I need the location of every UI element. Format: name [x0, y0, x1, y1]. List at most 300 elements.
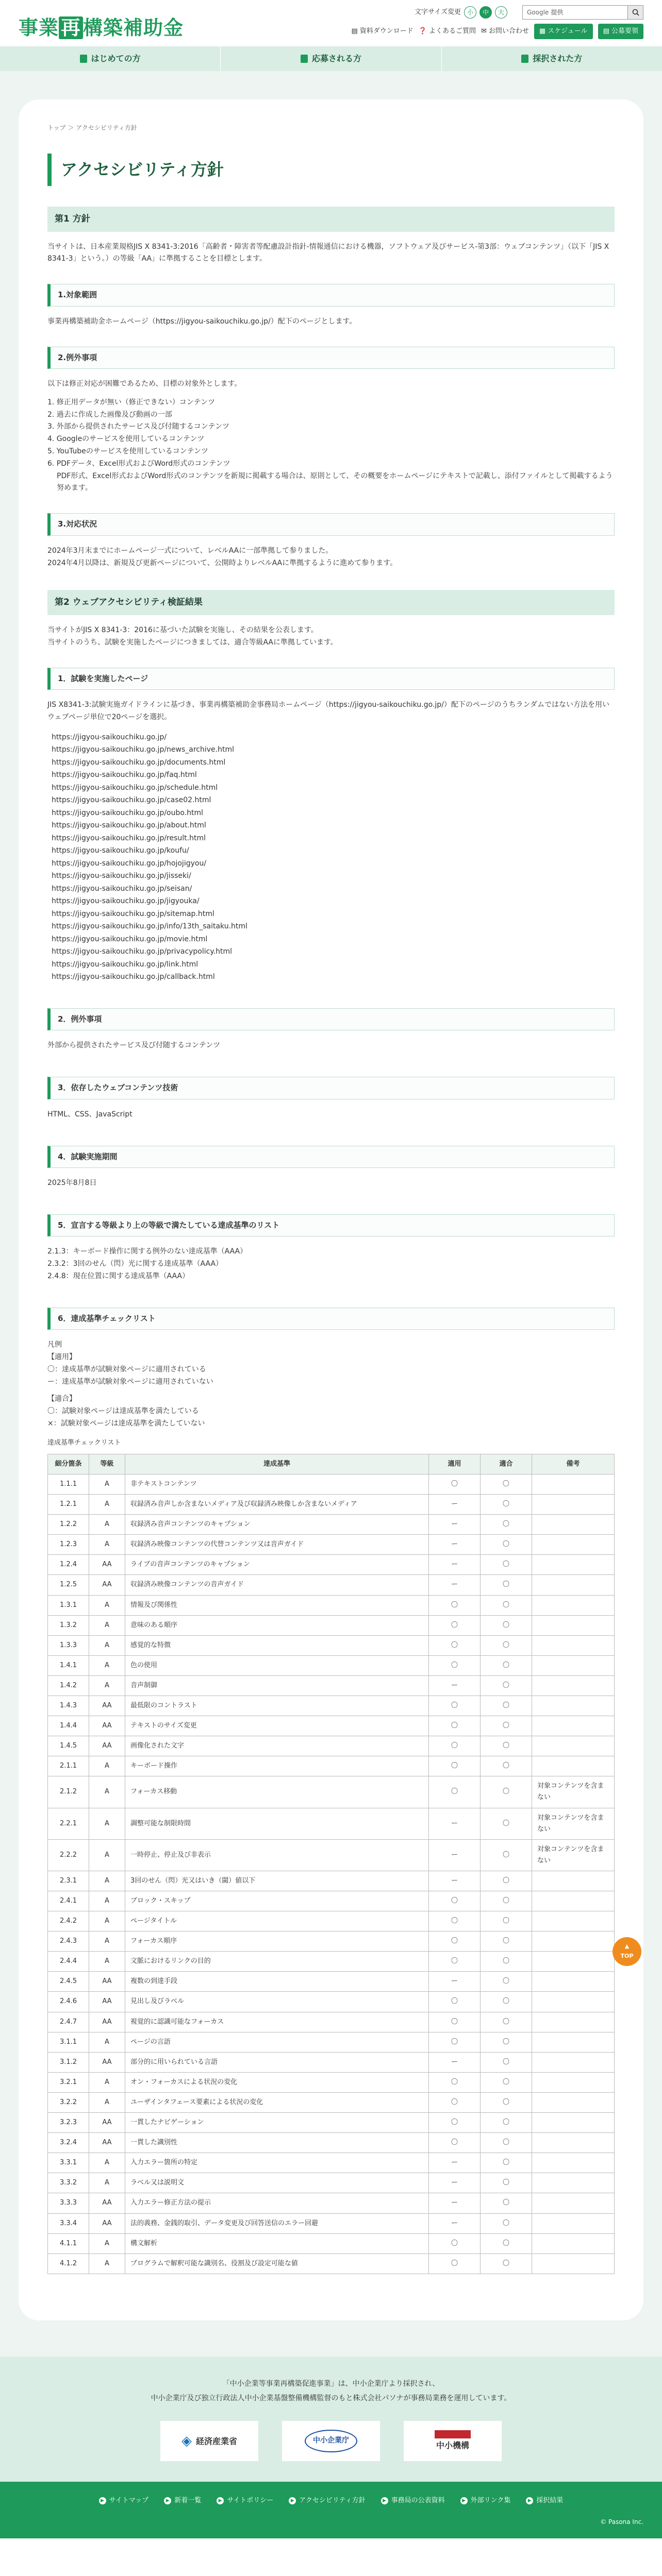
table-row — [48, 1716, 615, 1736]
tested-url: https://jigyou-saikouchiku.go.jp/movie.html — [52, 935, 208, 943]
table-header-row — [48, 1454, 615, 1474]
criterion-id: 1.3.1 — [48, 1595, 89, 1615]
tested-url: https://jigyou-saikouchiku.go.jp/jisseki/ — [52, 872, 191, 880]
nav-item-label: 応募される方 — [311, 54, 361, 64]
criterion-level: A — [89, 1808, 125, 1839]
criterion-id: 2.4.4 — [48, 1952, 89, 1972]
nav-item-label: はじめての方 — [91, 54, 141, 64]
criterion-applies: ー — [429, 1808, 481, 1839]
criterion-note — [532, 2213, 615, 2233]
criterion-applies: 〇 — [429, 2012, 481, 2032]
criterion-level: A — [89, 1495, 125, 1515]
criterion-applies: ー — [429, 2213, 481, 2233]
list-item: 2.1.3：キーボード操作に関する例外のない達成基準（AAA） — [47, 1247, 247, 1256]
tested-pages-intro: JIS X8341-3:試験実施ガイドラインに基づき、事業再構築補助金事務局ホームページ（https://jigyou-saikouchiku.go.jp/）配下のページのうちランダムではない方法を用いウェブページ単位で20ページを選択。 — [47, 701, 610, 722]
main-content — [19, 99, 643, 2320]
criterion-id: 1.4.3 — [48, 1696, 89, 1716]
criterion-conforms: 〇 — [481, 1716, 532, 1736]
criterion-applies: 〇 — [429, 1474, 481, 1494]
criterion-level: A — [89, 1931, 125, 1952]
subheading-test-period: 4．試験実施期間 — [47, 1146, 615, 1168]
arrow-right-icon: ▶ — [460, 2497, 468, 2504]
criterion-level: A — [89, 2253, 125, 2274]
logo-label: 経済産業省 — [195, 2436, 237, 2446]
footer-links — [0, 2482, 662, 2538]
footer-link-public-documents[interactable] — [381, 2495, 445, 2506]
test-period-text: 2025年8月8日 — [47, 1179, 97, 1187]
criterion-conforms: 〇 — [481, 1952, 532, 1972]
person-icon — [521, 55, 528, 63]
legend-apply-title: 【適用】 — [47, 1352, 76, 1361]
criterion-id: 1.4.2 — [48, 1675, 89, 1696]
criterion-note — [532, 1911, 615, 1931]
footer-logos — [0, 2421, 662, 2461]
criterion-name: 法的義務、金銭的取引、データ変更及び回答送信のエラー回避 — [125, 2213, 429, 2233]
table-row — [48, 1555, 615, 1575]
tested-url: https://jigyou-saikouchiku.go.jp/hojojigyou/ — [52, 859, 207, 868]
table-row — [48, 1839, 615, 1871]
criterion-note — [532, 1615, 615, 1635]
criterion-name: ラベル又は説明文 — [125, 2173, 429, 2193]
criterion-level: AA — [89, 1575, 125, 1595]
arrow-right-icon: ▶ — [99, 2497, 106, 2504]
footer-link-label: サイトマップ — [109, 2497, 149, 2505]
footer-link-external-links[interactable] — [460, 2495, 511, 2506]
search-placeholder: 提供 — [551, 8, 564, 16]
criterion-conforms: 〇 — [481, 2193, 532, 2213]
criterion-id: 4.1.1 — [48, 2233, 89, 2253]
criterion-id: 1.4.4 — [48, 1716, 89, 1736]
criterion-id: 2.4.6 — [48, 1992, 89, 2012]
criterion-note — [532, 2012, 615, 2032]
criterion-note: 対象コンテンツを含まない — [532, 1776, 615, 1808]
criterion-name: 色の使用 — [125, 1655, 429, 1675]
arrow-right-icon: ▶ — [526, 2497, 533, 2504]
table-row — [48, 2072, 615, 2092]
footer-link-results[interactable] — [526, 2495, 563, 2506]
criterion-conforms: 〇 — [481, 1992, 532, 2012]
criterion-conforms: 〇 — [481, 1535, 532, 1555]
criterion-id: 2.4.3 — [48, 1931, 89, 1952]
criterion-level: A — [89, 1535, 125, 1555]
font-size-small-button[interactable]: 小 — [464, 6, 476, 19]
criterion-level: AA — [89, 1992, 125, 2012]
criterion-conforms: 〇 — [481, 2153, 532, 2173]
column-header: 等級 — [89, 1454, 125, 1474]
results-exceptions-text: 外部から提供されたサービス及び付随するコンテンツ — [47, 1041, 221, 1050]
table-row — [48, 1595, 615, 1615]
subheading-tested-pages: 1．試験を実施したページ — [47, 668, 615, 690]
list-item: 3. 外部から提供されたサービス及び付随するコンテンツ — [47, 422, 230, 431]
tested-url: https://jigyou-saikouchiku.go.jp/privacypolicy.html — [52, 947, 232, 956]
table-row — [48, 1535, 615, 1555]
criterion-applies: ー — [429, 1535, 481, 1555]
criterion-id: 3.3.4 — [48, 2213, 89, 2233]
legend — [47, 1339, 615, 1430]
criterion-conforms: 〇 — [481, 1696, 532, 1716]
util-link-label: 資料ダウンロード — [359, 27, 413, 35]
util-link-contact[interactable] — [481, 26, 529, 37]
column-header: 備考 — [532, 1454, 615, 1474]
table-row — [48, 2032, 615, 2052]
criterion-note — [532, 1655, 615, 1675]
criterion-name: 感覚的な特徴 — [125, 1635, 429, 1655]
util-link-faq[interactable] — [419, 26, 476, 37]
nav-item-adopted[interactable] — [442, 46, 662, 71]
footer-link-accessibility[interactable] — [289, 2495, 365, 2506]
tested-url: https://jigyou-saikouchiku.go.jp/documents.html — [52, 758, 226, 767]
table-row — [48, 1952, 615, 1972]
criterion-name: 一貫したナビゲーション — [125, 2113, 429, 2133]
criterion-conforms: 〇 — [481, 2213, 532, 2233]
table-caption: 達成基準チェックリスト — [47, 1438, 121, 1447]
criterion-id: 2.4.2 — [48, 1911, 89, 1931]
criterion-level: A — [89, 1952, 125, 1972]
table-row — [48, 2092, 615, 2112]
tested-url: https://jigyou-saikouchiku.go.jp/about.html — [52, 821, 206, 830]
criterion-conforms: 〇 — [481, 1871, 532, 1891]
criterion-note — [532, 2052, 615, 2072]
footer-link-site-policy[interactable] — [217, 2495, 273, 2506]
table-row — [48, 2012, 615, 2032]
criterion-level: AA — [89, 1972, 125, 1992]
criterion-level: AA — [89, 1555, 125, 1575]
criterion-id: 3.2.2 — [48, 2092, 89, 2112]
search-button[interactable] — [627, 6, 643, 19]
page-top-button[interactable] — [613, 1937, 641, 1966]
table-row — [48, 1808, 615, 1839]
logo-text-highlight: 再 — [59, 16, 83, 39]
criterion-conforms: 〇 — [481, 1595, 532, 1615]
criterion-name: 視覚的に認識可能なフォーカス — [125, 2012, 429, 2032]
search-input[interactable] — [522, 5, 643, 20]
criterion-level: A — [89, 1474, 125, 1494]
criterion-id: 1.2.3 — [48, 1535, 89, 1555]
tested-url: https://jigyou-saikouchiku.go.jp/case02.html — [52, 796, 211, 805]
tested-url: https://jigyou-saikouchiku.go.jp/link.html — [52, 960, 198, 969]
table-row — [48, 1655, 615, 1675]
table-row — [48, 1992, 615, 2012]
table-row — [48, 1891, 615, 1911]
criterion-applies: ー — [429, 2173, 481, 2193]
criterion-conforms: 〇 — [481, 1495, 532, 1515]
criterion-name: 画像化された文字 — [125, 1736, 429, 1756]
criterion-note — [532, 2092, 615, 2112]
list-item: 5. YouTubeのサービスを使用しているコンテンツ — [47, 447, 209, 456]
criterion-name: 収録済み音声コンテンツのキャプション — [125, 1515, 429, 1535]
criterion-applies: ー — [429, 1972, 481, 1992]
subheading-scope: 1.対象範囲 — [47, 284, 615, 307]
subheading-status: 3.対応状況 — [47, 513, 615, 536]
criterion-applies: ー — [429, 1575, 481, 1595]
criterion-level: AA — [89, 2052, 125, 2072]
list-item: 2.4.8：現在位置に関する達成基準（AAA） — [47, 1272, 190, 1280]
logo-label: 中小企業庁 — [305, 2430, 357, 2452]
legend-item: 〇：達成基準が試験対象ページに適用されている — [47, 1365, 206, 1374]
breadcrumb-home[interactable]: トップ — [47, 124, 66, 131]
site-header — [0, 0, 662, 46]
criterion-note — [532, 2253, 615, 2274]
criterion-level: A — [89, 1756, 125, 1776]
criterion-note — [532, 1555, 615, 1575]
section-heading-policy: 第1 方針 — [47, 207, 615, 232]
criterion-id: 2.4.7 — [48, 2012, 89, 2032]
criterion-name: ユーザインタフェース要素による状況の変化 — [125, 2092, 429, 2112]
public-offer-button-label: 公募要領 — [611, 27, 638, 35]
breadcrumb-current: アクセシビリティ方針 — [76, 124, 137, 131]
criterion-level: A — [89, 1635, 125, 1655]
tested-url: https://jigyou-saikouchiku.go.jp/news_archive.html — [52, 745, 234, 754]
criterion-note — [532, 1972, 615, 1992]
results-intro-line: 当サイトのうち、試験を実施したページにつきましては、適合等級AAに準拠しています。 — [47, 638, 338, 647]
tested-url: https://jigyou-saikouchiku.go.jp/result.html — [52, 834, 206, 842]
criterion-conforms: 〇 — [481, 1931, 532, 1952]
criterion-id: 3.2.4 — [48, 2133, 89, 2153]
criterion-id: 1.2.1 — [48, 1495, 89, 1515]
results-intro-line: 当サイトがJIS X 8341-3：2016に基づいた試験を実施し、その結果を公表します。 — [47, 626, 318, 635]
criterion-name: 3回のせん（閃）光又はいき（閾）値以下 — [125, 1871, 429, 1891]
pen-icon — [301, 55, 308, 63]
download-icon: ▤ — [351, 27, 358, 35]
criterion-id: 3.3.2 — [48, 2173, 89, 2193]
table-row — [48, 1615, 615, 1635]
criterion-conforms: 〇 — [481, 2233, 532, 2253]
criterion-id: 3.3.3 — [48, 2193, 89, 2213]
criterion-level: AA — [89, 2133, 125, 2153]
criterion-name: 調整可能な制限時間 — [125, 1808, 429, 1839]
nav-item-applicants[interactable] — [221, 46, 441, 71]
criterion-applies: 〇 — [429, 2233, 481, 2253]
column-header: 適用 — [429, 1454, 481, 1474]
criterion-name: 部分的に用いられている言語 — [125, 2052, 429, 2072]
criterion-name: 最低限のコントラスト — [125, 1696, 429, 1716]
criterion-id: 2.2.2 — [48, 1839, 89, 1871]
criterion-level: A — [89, 2233, 125, 2253]
criterion-level: A — [89, 2072, 125, 2092]
criterion-conforms: 〇 — [481, 2113, 532, 2133]
criterion-id: 3.1.1 — [48, 2032, 89, 2052]
criterion-conforms: 〇 — [481, 1515, 532, 1535]
logo-text-rest: 構築補助金 — [83, 16, 184, 39]
criterion-applies: 〇 — [429, 1756, 481, 1776]
criterion-note — [532, 1736, 615, 1756]
criterion-note — [532, 1931, 615, 1952]
table-row — [48, 1911, 615, 1931]
criterion-level: AA — [89, 1696, 125, 1716]
table-row — [48, 1736, 615, 1756]
flag-icon — [80, 55, 87, 63]
breadcrumb-separator: ＞ — [68, 124, 76, 131]
document-icon: ▤ — [603, 27, 611, 35]
criterion-id: 2.1.1 — [48, 1756, 89, 1776]
criterion-id: 1.2.2 — [48, 1515, 89, 1535]
utility-links — [351, 24, 643, 39]
criterion-note — [532, 1952, 615, 1972]
criterion-applies: ー — [429, 1495, 481, 1515]
criterion-applies: ー — [429, 1515, 481, 1535]
font-size-control — [415, 6, 507, 19]
list-item: 6. PDFデータ、Excel形式およびWord形式のコンテンツ — [47, 459, 230, 468]
criterion-note — [532, 2133, 615, 2153]
legend-conform-title: 【適合】 — [47, 1395, 76, 1403]
exception-note: PDF形式、Excel形式およびWord形式のコンテンツを新規に掲載する場合は、原則として、その概要をホームページにテキストで記載し、添付ファイルとして掲載するよう努めます。 — [57, 471, 613, 493]
table-row — [48, 1696, 615, 1716]
font-size-large-button[interactable]: 大 — [495, 6, 507, 19]
criterion-note — [532, 2113, 615, 2133]
page-title: アクセシビリティ方針 — [47, 154, 615, 185]
criterion-note — [532, 1474, 615, 1494]
criterion-name: ページの言語 — [125, 2032, 429, 2052]
tested-url: https://jigyou-saikouchiku.go.jp/oubo.html — [52, 808, 204, 817]
smrj-emblem-icon — [435, 2430, 471, 2438]
table-row — [48, 2173, 615, 2193]
footer-link-news[interactable] — [164, 2495, 201, 2506]
criterion-note — [532, 2032, 615, 2052]
criterion-level: AA — [89, 2113, 125, 2133]
list-item: 1. 修正用データが無い（修正できない）コンテンツ — [47, 398, 216, 406]
criterion-name: 収録済み映像コンテンツの音声ガイド — [125, 1575, 429, 1595]
table-row — [48, 1931, 615, 1952]
criterion-applies: 〇 — [429, 1931, 481, 1952]
legend-item: ×：試験対象ページは達成基準を満たしていない — [47, 1419, 205, 1428]
criterion-level: AA — [89, 2193, 125, 2213]
footer-link-label: アクセシビリティ方針 — [299, 2497, 366, 2505]
legend-item: ー：達成基準が試験対象ページに適用されていない — [47, 1377, 213, 1386]
criteria-table — [47, 1454, 615, 2274]
public-offer-button[interactable] — [598, 24, 643, 39]
criterion-conforms: 〇 — [481, 2253, 532, 2274]
table-row — [48, 1635, 615, 1655]
util-link-download[interactable] — [351, 26, 413, 37]
criterion-conforms: 〇 — [481, 1635, 532, 1655]
criterion-applies: 〇 — [429, 1635, 481, 1655]
criterion-name: 入力エラー箇所の特定 — [125, 2153, 429, 2173]
results-intro — [47, 624, 615, 649]
criterion-name: 意味のある順序 — [125, 1615, 429, 1635]
criterion-name: ページタイトル — [125, 1911, 429, 1931]
criterion-conforms: 〇 — [481, 1891, 532, 1911]
table-row — [48, 1756, 615, 1776]
criterion-conforms: 〇 — [481, 1615, 532, 1635]
criterion-id: 1.3.2 — [48, 1615, 89, 1635]
criterion-name: プログラムで解釈可能な識別名、役割及び設定可能な値 — [125, 2253, 429, 2274]
main-background — [0, 71, 662, 2357]
criterion-note — [532, 2072, 615, 2092]
criterion-applies: ー — [429, 2193, 481, 2213]
criterion-applies: 〇 — [429, 2092, 481, 2112]
sme-agency-logo[interactable] — [282, 2421, 380, 2461]
criterion-id: 1.4.1 — [48, 1655, 89, 1675]
criterion-note — [532, 1495, 615, 1515]
criterion-level: A — [89, 1871, 125, 1891]
footer-info — [0, 2357, 662, 2482]
criterion-name: 見出し及びラベル — [125, 1992, 429, 2012]
table-row — [48, 1972, 615, 1992]
arrow-right-icon: ▶ — [217, 2497, 224, 2504]
nav-item-label: 採択された方 — [533, 54, 583, 64]
criterion-name: 文脈におけるリンクの目的 — [125, 1952, 429, 1972]
criterion-conforms: 〇 — [481, 2012, 532, 2032]
criterion-note — [532, 2153, 615, 2173]
util-link-label: お問い合わせ — [488, 27, 529, 35]
criterion-name: 入力エラー修正方法の提示 — [125, 2193, 429, 2213]
arrow-right-icon: ▶ — [289, 2497, 296, 2504]
criterion-applies: 〇 — [429, 1776, 481, 1808]
tested-url-list — [47, 731, 615, 984]
criterion-name: 構文解析 — [125, 2233, 429, 2253]
table-row — [48, 1515, 615, 1535]
criterion-id: 2.4.1 — [48, 1891, 89, 1911]
criterion-applies: 〇 — [429, 1696, 481, 1716]
table-row — [48, 2153, 615, 2173]
list-item: 2.3.2：3回のせん（閃）光に関する達成基準（AAA） — [47, 1260, 223, 1268]
tested-url: https://jigyou-saikouchiku.go.jp/seisan/ — [52, 884, 192, 893]
table-row — [48, 1495, 615, 1515]
criterion-level: AA — [89, 1716, 125, 1736]
criterion-level: A — [89, 1615, 125, 1635]
criterion-name: 非テキストコンテンツ — [125, 1474, 429, 1494]
criterion-conforms: 〇 — [481, 1575, 532, 1595]
criterion-conforms: 〇 — [481, 1808, 532, 1839]
table-row — [48, 1675, 615, 1696]
meti-emblem-icon: ◈ — [181, 2433, 192, 2449]
site-logo[interactable] — [19, 11, 184, 45]
criterion-applies: 〇 — [429, 1992, 481, 2012]
subheading-technologies: 3．依存したウェブコンテンツ技術 — [47, 1077, 615, 1099]
criterion-name: キーボード操作 — [125, 1756, 429, 1776]
criterion-id: 2.2.1 — [48, 1808, 89, 1839]
criterion-applies: 〇 — [429, 1615, 481, 1635]
nav-item-beginners[interactable] — [0, 46, 221, 71]
status-lines — [47, 545, 615, 570]
meti-logo[interactable] — [160, 2421, 258, 2461]
exceptions-intro: 以下は修正対応が困難であるため、目標の対象外とします。 — [47, 380, 242, 388]
schedule-button[interactable] — [534, 24, 593, 39]
font-size-medium-button[interactable]: 中 — [479, 6, 492, 19]
footer-link-label: 採択結果 — [536, 2497, 564, 2505]
criterion-applies: ー — [429, 1555, 481, 1575]
criterion-id: 3.1.2 — [48, 2052, 89, 2072]
column-header: 適合 — [481, 1454, 532, 1474]
criterion-id: 2.4.5 — [48, 1972, 89, 1992]
criterion-id: 2.1.2 — [48, 1776, 89, 1808]
criterion-applies: 〇 — [429, 2113, 481, 2133]
search-brand: Google — [527, 8, 549, 16]
footer-link-label: 外部リンク集 — [470, 2497, 511, 2505]
mail-icon: ✉ — [481, 27, 487, 35]
criterion-id: 1.2.4 — [48, 1555, 89, 1575]
criterion-applies: ー — [429, 1839, 481, 1871]
criterion-id: 3.2.1 — [48, 2072, 89, 2092]
table-row — [48, 1871, 615, 1891]
table-row — [48, 2253, 615, 2274]
criterion-applies: 〇 — [429, 1655, 481, 1675]
criterion-note: 対象コンテンツを含まない — [532, 1808, 615, 1839]
criterion-level: A — [89, 2092, 125, 2112]
criterion-applies: 〇 — [429, 2072, 481, 2092]
font-size-label: 文字サイズ変更 — [415, 8, 461, 16]
subheading-exceptions: 2.例外事項 — [47, 347, 615, 369]
criterion-note — [532, 1535, 615, 1555]
footer-link-sitemap[interactable] — [99, 2495, 149, 2506]
criterion-name: 一時停止、停止及び非表示 — [125, 1839, 429, 1871]
table-row — [48, 2113, 615, 2133]
criterion-name: ライブの音声コンテンツのキャプション — [125, 1555, 429, 1575]
table-row — [48, 2193, 615, 2213]
list-item: 2. 過去に作成した画像及び動画の一部 — [47, 410, 172, 419]
criterion-conforms: 〇 — [481, 1474, 532, 1494]
smrj-logo[interactable] — [404, 2421, 502, 2461]
